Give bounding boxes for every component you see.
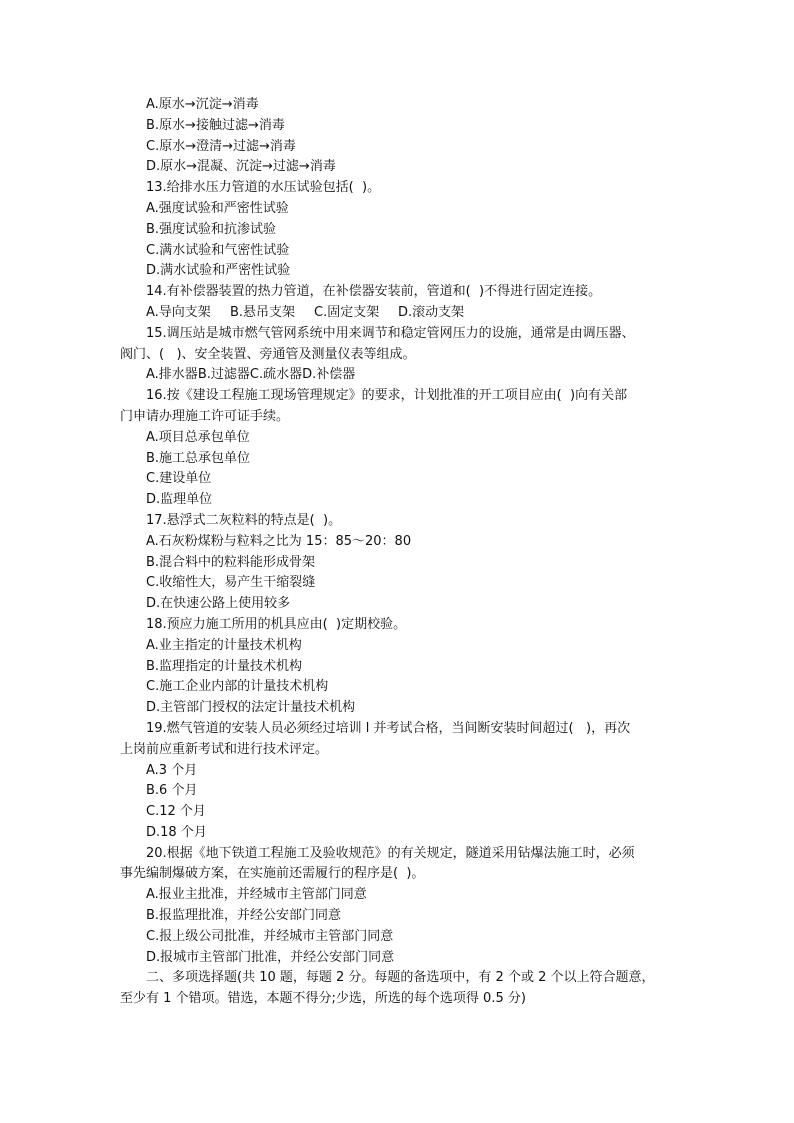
q15-option-c: C.疏水器 <box>249 367 303 383</box>
q15-stem-line2: 阀门、( )、安全装置、旁通管及测量仪表等组成。 <box>120 346 416 362</box>
q16-option-a: A.项目总承包单位 <box>146 429 250 445</box>
q14-option-b: B.悬吊支架 <box>230 304 296 320</box>
q18-option-d: D.主管部门授权的法定计量技术机构 <box>146 700 356 716</box>
q20-option-d: D.报城市主管部门批准，并经公安部门同意 <box>146 949 395 965</box>
q12-option-d: D.原水→混凝、沉淀→过滤→消毒 <box>146 159 336 175</box>
q20-option-a: A.报业主批准，并经城市主管部门同意 <box>146 887 367 903</box>
q14-option-c: C.固定支架 <box>314 304 380 320</box>
q13-stem: 13.给排水压力管道的水压试验包括( )。 <box>146 180 381 196</box>
section2-heading-line2: 至少有 1 个错项。错选，本题不得分;少选，所选的每个选项得 0.5 分) <box>120 991 526 1007</box>
q20-option-b: B.报监理批准，并经公安部门同意 <box>146 908 342 924</box>
q12-option-c: C.原水→澄清→过滤→消毒 <box>146 138 296 154</box>
q14-option-d: D.滚动支架 <box>398 304 465 320</box>
q15-option-d: D.补偿器 <box>302 367 356 383</box>
q17-stem: 17.悬浮式二灰粒料的特点是( )。 <box>146 512 342 528</box>
q16-option-b: B.施工总承包单位 <box>146 450 251 466</box>
q18-stem: 18.预应力施工所用的机具应由( )定期校验。 <box>146 616 407 632</box>
q16-option-c: C.建设单位 <box>146 471 212 487</box>
q19-stem-line2: 上岗前应重新考试和进行技术评定。 <box>120 741 329 757</box>
q15-stem-line1: 15.调压站是城市燃气管网系统中用来调节和稳定管网压力的设施，通常是由调压器、 <box>146 325 635 341</box>
q14-option-a: A.导向支架 <box>146 304 211 320</box>
q17-option-d: D.在快速公路上使用较多 <box>146 596 291 612</box>
q14-stem: 14.有补偿器装置的热力管道，在补偿器安装前，管道和( )不得进行固定连接。 <box>146 284 602 300</box>
q19-option-a: A.3 个月 <box>146 762 198 778</box>
q20-stem-line1: 20.根据《地下铁道工程施工及验收规范》的有关规定，隧道采用钻爆法施工时，必须 <box>146 845 635 861</box>
q13-option-d: D.满水试验和严密性试验 <box>146 263 291 279</box>
q18-option-c: C.施工企业内部的计量技术机构 <box>146 679 329 695</box>
q17-option-a: A.石灰粉煤粉与粒料之比为 15：85～20：80 <box>146 533 412 549</box>
q17-option-c: C.收缩性大，易产生干缩裂缝 <box>146 575 316 591</box>
q15-option-a: A.排水器 <box>146 367 198 383</box>
q15-option-b: B.过滤器 <box>197 367 250 383</box>
q13-option-a: A.强度试验和严密性试验 <box>146 200 289 216</box>
q12-option-a: A.原水→沉淀→消毒 <box>146 97 259 112</box>
section2-heading-line1: 二、多项选择题(共 10 题，每题 2 分。每题的备选项中，有 2 个或 2 个以上符合题意， <box>146 970 655 986</box>
q19-option-b: B.6 个月 <box>146 783 198 799</box>
q17-option-b: B.混合料中的粒料能形成骨架 <box>146 554 316 570</box>
q16-option-d: D.监理单位 <box>146 492 213 508</box>
question-content <box>120 95 680 1010</box>
q19-option-c: C.12 个月 <box>146 804 206 820</box>
q19-option-d: D.18 个月 <box>146 824 207 840</box>
q14-options <box>120 303 680 324</box>
q19-stem-line1: 19.燃气管道的安装人员必须经过培训 l 并考试合格，当间断安装时间超过( )，再次 <box>146 720 631 736</box>
q13-option-c: C.满水试验和气密性试验 <box>146 242 290 258</box>
q12-option-b: B.原水→接触过滤→消毒 <box>146 117 285 133</box>
q15-options <box>120 365 680 386</box>
q20-option-c: C.报上级公司批准，并经城市主管部门同意 <box>146 928 394 944</box>
q16-stem-line1: 16.按《建设工程施工现场管理规定》的要求，计划批准的开工项目应由( )向有关部 <box>146 388 628 404</box>
q13-option-b: B.强度试验和抗渗试验 <box>146 221 277 237</box>
q20-stem-line2: 事先编制爆破方案，在实施前还需履行的程序是( )。 <box>120 866 425 882</box>
q18-option-a: A.业主指定的计量技术机构 <box>146 637 302 653</box>
q18-option-b: B.监理指定的计量技术机构 <box>146 658 303 674</box>
q16-stem-line2: 门申请办理施工许可证手续。 <box>120 408 290 424</box>
